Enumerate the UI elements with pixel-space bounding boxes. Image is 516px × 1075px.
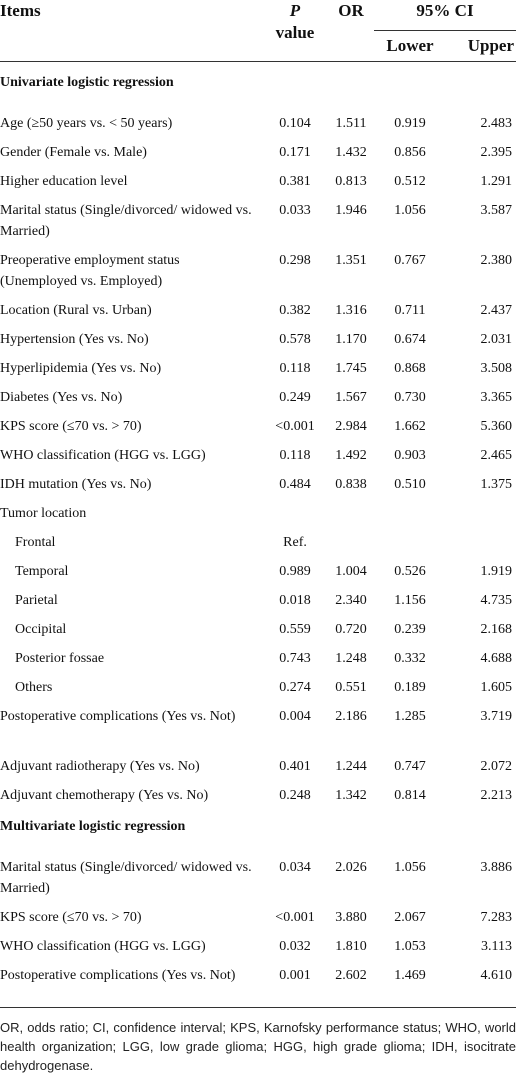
row-ci-lower: 0.512 (394, 174, 426, 189)
table-row (0, 611, 516, 640)
row-ci-upper: 1.919 (480, 564, 512, 579)
table-row (0, 408, 516, 437)
table-row (0, 379, 516, 408)
row-item-label: Others (15, 680, 53, 695)
row-p-value: 0.381 (279, 174, 311, 189)
table-row (0, 321, 516, 350)
row-ci-upper: 2.483 (480, 116, 512, 131)
row-ci-lower (374, 524, 446, 553)
row-p-value: <0.001 (275, 419, 315, 434)
row-odds-ratio: 1.170 (335, 332, 367, 347)
table-row (0, 495, 516, 524)
row-p-value: 0.382 (279, 303, 311, 318)
row-item-label: Adjuvant radiotherapy (Yes vs. No) (0, 759, 200, 774)
table-row (0, 748, 516, 777)
section-row (0, 62, 516, 106)
row-item-label: IDH mutation (Yes vs. No) (0, 477, 152, 492)
row-ci-lower: 1.056 (394, 203, 426, 218)
row-ci-upper (446, 495, 516, 524)
table-row (0, 957, 516, 1007)
row-odds-ratio: 1.946 (335, 203, 367, 218)
table-row (0, 192, 516, 242)
row-odds-ratio: 2.340 (335, 593, 367, 608)
row-odds-ratio: 1.511 (335, 116, 367, 131)
table-row (0, 777, 516, 806)
table-row (0, 582, 516, 611)
row-odds-ratio (328, 524, 374, 553)
table-row (0, 553, 516, 582)
section-row (0, 806, 516, 849)
row-ci-upper: 4.735 (480, 593, 512, 608)
row-ci-upper (446, 524, 516, 553)
table-row (0, 105, 516, 134)
row-p-value (262, 495, 328, 524)
row-item-label: Marital status (Single/divorced/ widowed vs. Married) (0, 203, 252, 239)
row-ci-lower: 1.053 (394, 939, 426, 954)
row-item-label: KPS score (≤70 vs. > 70) (0, 910, 142, 925)
row-ci-upper: 3.886 (480, 860, 512, 875)
row-item-label: Adjuvant chemotherapy (Yes vs. No) (0, 788, 209, 803)
row-item-label: Occipital (15, 622, 67, 637)
row-ci-upper: 7.283 (480, 910, 512, 925)
row-odds-ratio: 1.567 (335, 390, 367, 405)
table-body (0, 62, 516, 1008)
row-odds-ratio: 2.602 (328, 957, 374, 1007)
row-item-label: Higher education level (0, 174, 128, 189)
table-footnote: OR, odds ratio; CI, confidence interval; KPS, Karnofsky performance status; WHO, world health organization; LGG, low grade glioma; HGG, high grade glioma; IDH, isocitrate dehydrogenase. (0, 1019, 516, 1073)
table-row (0, 669, 516, 698)
row-p-value: 0.001 (262, 957, 328, 1007)
row-item-label: Hypertension (Yes vs. No) (0, 332, 149, 347)
row-ci-upper: 2.465 (480, 448, 512, 463)
row-odds-ratio: 2.026 (335, 860, 367, 875)
header-p-letter: P (289, 1, 301, 20)
row-item-label: Tumor location (0, 506, 87, 521)
row-item-label: Age (≥50 years vs. < 50 years) (0, 116, 173, 131)
row-item-label: Postoperative complications (Yes vs. Not) (0, 957, 262, 1007)
row-ci-lower: 0.711 (394, 303, 426, 318)
row-ci-lower: 0.674 (394, 332, 426, 347)
table-row (0, 524, 516, 553)
row-p-value: 0.274 (279, 680, 311, 695)
table-header (0, 0, 516, 62)
row-item-label: Location (Rural vs. Urban) (0, 303, 152, 318)
row-ci-upper: 1.605 (480, 680, 512, 695)
section-title: Multivariate logistic regression (0, 819, 186, 834)
row-ci-lower: 0.526 (394, 564, 426, 579)
row-p-value: <0.001 (275, 910, 315, 925)
row-odds-ratio: 1.244 (335, 759, 367, 774)
row-ci-lower: 0.856 (394, 145, 426, 160)
row-item-label: Gender (Female vs. Male) (0, 145, 147, 160)
table-row (0, 292, 516, 321)
row-p-value: 0.989 (279, 564, 311, 579)
row-item-label: Parietal (15, 593, 58, 608)
row-ci-lower: 1.469 (374, 957, 446, 1007)
row-ci-upper: 2.380 (480, 253, 512, 268)
row-p-value: 0.118 (279, 361, 311, 376)
row-item-label: Postoperative complications (Yes vs. Not) (0, 709, 236, 724)
header-items: Items (0, 0, 262, 62)
row-ci-upper: 2.395 (480, 145, 512, 160)
row-ci-lower: 1.156 (394, 593, 426, 608)
row-item-label: WHO classification (HGG vs. LGG) (0, 939, 206, 954)
row-ci-upper: 3.365 (480, 390, 512, 405)
row-p-value: 0.118 (279, 448, 311, 463)
row-odds-ratio: 2.186 (335, 709, 367, 724)
row-ci-upper: 5.360 (480, 419, 512, 434)
row-p-value: 0.298 (279, 253, 311, 268)
header-upper: Upper (446, 31, 516, 62)
row-odds-ratio: 0.838 (335, 477, 367, 492)
table-row (0, 849, 516, 899)
row-p-value: 0.034 (279, 860, 311, 875)
table-row (0, 134, 516, 163)
row-ci-upper: 4.610 (446, 957, 516, 1007)
row-ci-upper: 3.508 (480, 361, 512, 376)
table-row (0, 437, 516, 466)
row-odds-ratio: 1.745 (335, 361, 367, 376)
table-row (0, 163, 516, 192)
row-p-value: 0.104 (279, 116, 311, 131)
row-ci-lower: 0.332 (394, 651, 426, 666)
row-ci-upper: 3.113 (481, 939, 512, 954)
header-ci: 95% CI (374, 0, 516, 31)
row-odds-ratio: 1.004 (335, 564, 367, 579)
row-item-label: Posterior fossae (15, 651, 105, 666)
row-p-value: 0.018 (279, 593, 311, 608)
row-ci-lower: 1.056 (394, 860, 426, 875)
row-item-label: Preoperative employment status (Unemployed vs. Employed) (0, 253, 180, 289)
table-row (0, 928, 516, 957)
row-ci-lower: 0.510 (394, 477, 426, 492)
row-p-value: 0.484 (279, 477, 311, 492)
row-ci-lower: 0.903 (394, 448, 426, 463)
row-ci-upper: 2.072 (480, 759, 512, 774)
header-p-word: value (275, 23, 315, 42)
row-ci-upper: 1.291 (480, 174, 512, 189)
row-odds-ratio (328, 495, 374, 524)
row-item-label: Marital status (Single/divorced/ widowed vs. Married) (0, 860, 252, 896)
table-row (0, 350, 516, 379)
row-ci-lower: 2.067 (394, 910, 426, 925)
header-p-value (262, 0, 328, 62)
row-odds-ratio: 2.984 (335, 419, 367, 434)
header-or: OR (328, 0, 374, 62)
row-ci-lower: 0.868 (394, 361, 426, 376)
row-ci-upper: 2.168 (480, 622, 512, 637)
row-ci-lower: 0.767 (394, 253, 426, 268)
row-ci-upper: 2.031 (480, 332, 512, 347)
row-odds-ratio: 1.316 (335, 303, 367, 318)
row-ci-lower: 0.189 (394, 680, 426, 695)
row-p-value: 0.559 (279, 622, 311, 637)
table-row (0, 242, 516, 292)
row-ci-lower: 0.239 (394, 622, 426, 637)
row-item-label: Hyperlipidemia (Yes vs. No) (0, 361, 162, 376)
row-odds-ratio: 3.880 (335, 910, 367, 925)
table-row (0, 640, 516, 669)
row-item-label: Diabetes (Yes vs. No) (0, 390, 123, 405)
row-p-value: 0.743 (279, 651, 311, 666)
row-p-value: 0.033 (279, 203, 311, 218)
row-p-value: 0.401 (279, 759, 311, 774)
row-ci-lower: 1.662 (394, 419, 426, 434)
row-odds-ratio: 1.810 (335, 939, 367, 954)
row-p-value: 0.578 (279, 332, 311, 347)
row-item-label: Temporal (15, 564, 69, 579)
row-ci-upper: 2.437 (480, 303, 512, 318)
row-ci-lower: 0.919 (394, 116, 426, 131)
row-ci-lower: 0.730 (394, 390, 426, 405)
row-p-value: 0.249 (279, 390, 311, 405)
row-odds-ratio: 1.432 (335, 145, 367, 160)
row-odds-ratio: 1.342 (335, 788, 367, 803)
row-item-label: KPS score (≤70 vs. > 70) (0, 419, 142, 434)
row-ci-upper: 4.688 (480, 651, 512, 666)
row-ci-upper: 3.719 (480, 709, 512, 724)
header-lower: Lower (374, 31, 446, 62)
row-item-label: WHO classification (HGG vs. LGG) (0, 448, 206, 463)
table-row (0, 899, 516, 928)
row-ci-upper: 3.587 (480, 203, 512, 218)
row-odds-ratio: 0.720 (335, 622, 367, 637)
row-p-value: 0.171 (279, 145, 311, 160)
row-ci-lower: 1.285 (394, 709, 426, 724)
row-odds-ratio: 1.351 (335, 253, 367, 268)
row-p-value: Ref. (283, 535, 307, 550)
row-odds-ratio: 1.492 (335, 448, 367, 463)
row-p-value: 0.004 (279, 709, 311, 724)
row-odds-ratio: 1.248 (335, 651, 367, 666)
row-odds-ratio: 0.813 (335, 174, 367, 189)
row-ci-upper: 1.375 (480, 477, 512, 492)
row-item-label: Frontal (15, 535, 56, 550)
row-ci-lower: 0.747 (394, 759, 426, 774)
row-p-value: 0.032 (279, 939, 311, 954)
row-ci-lower (374, 495, 446, 524)
table-row (0, 466, 516, 495)
row-ci-upper: 2.213 (480, 788, 512, 803)
row-ci-lower: 0.814 (394, 788, 426, 803)
table-row (0, 698, 516, 748)
section-title: Univariate logistic regression (0, 75, 174, 90)
row-odds-ratio: 0.551 (335, 680, 367, 695)
row-p-value: 0.248 (279, 788, 311, 803)
